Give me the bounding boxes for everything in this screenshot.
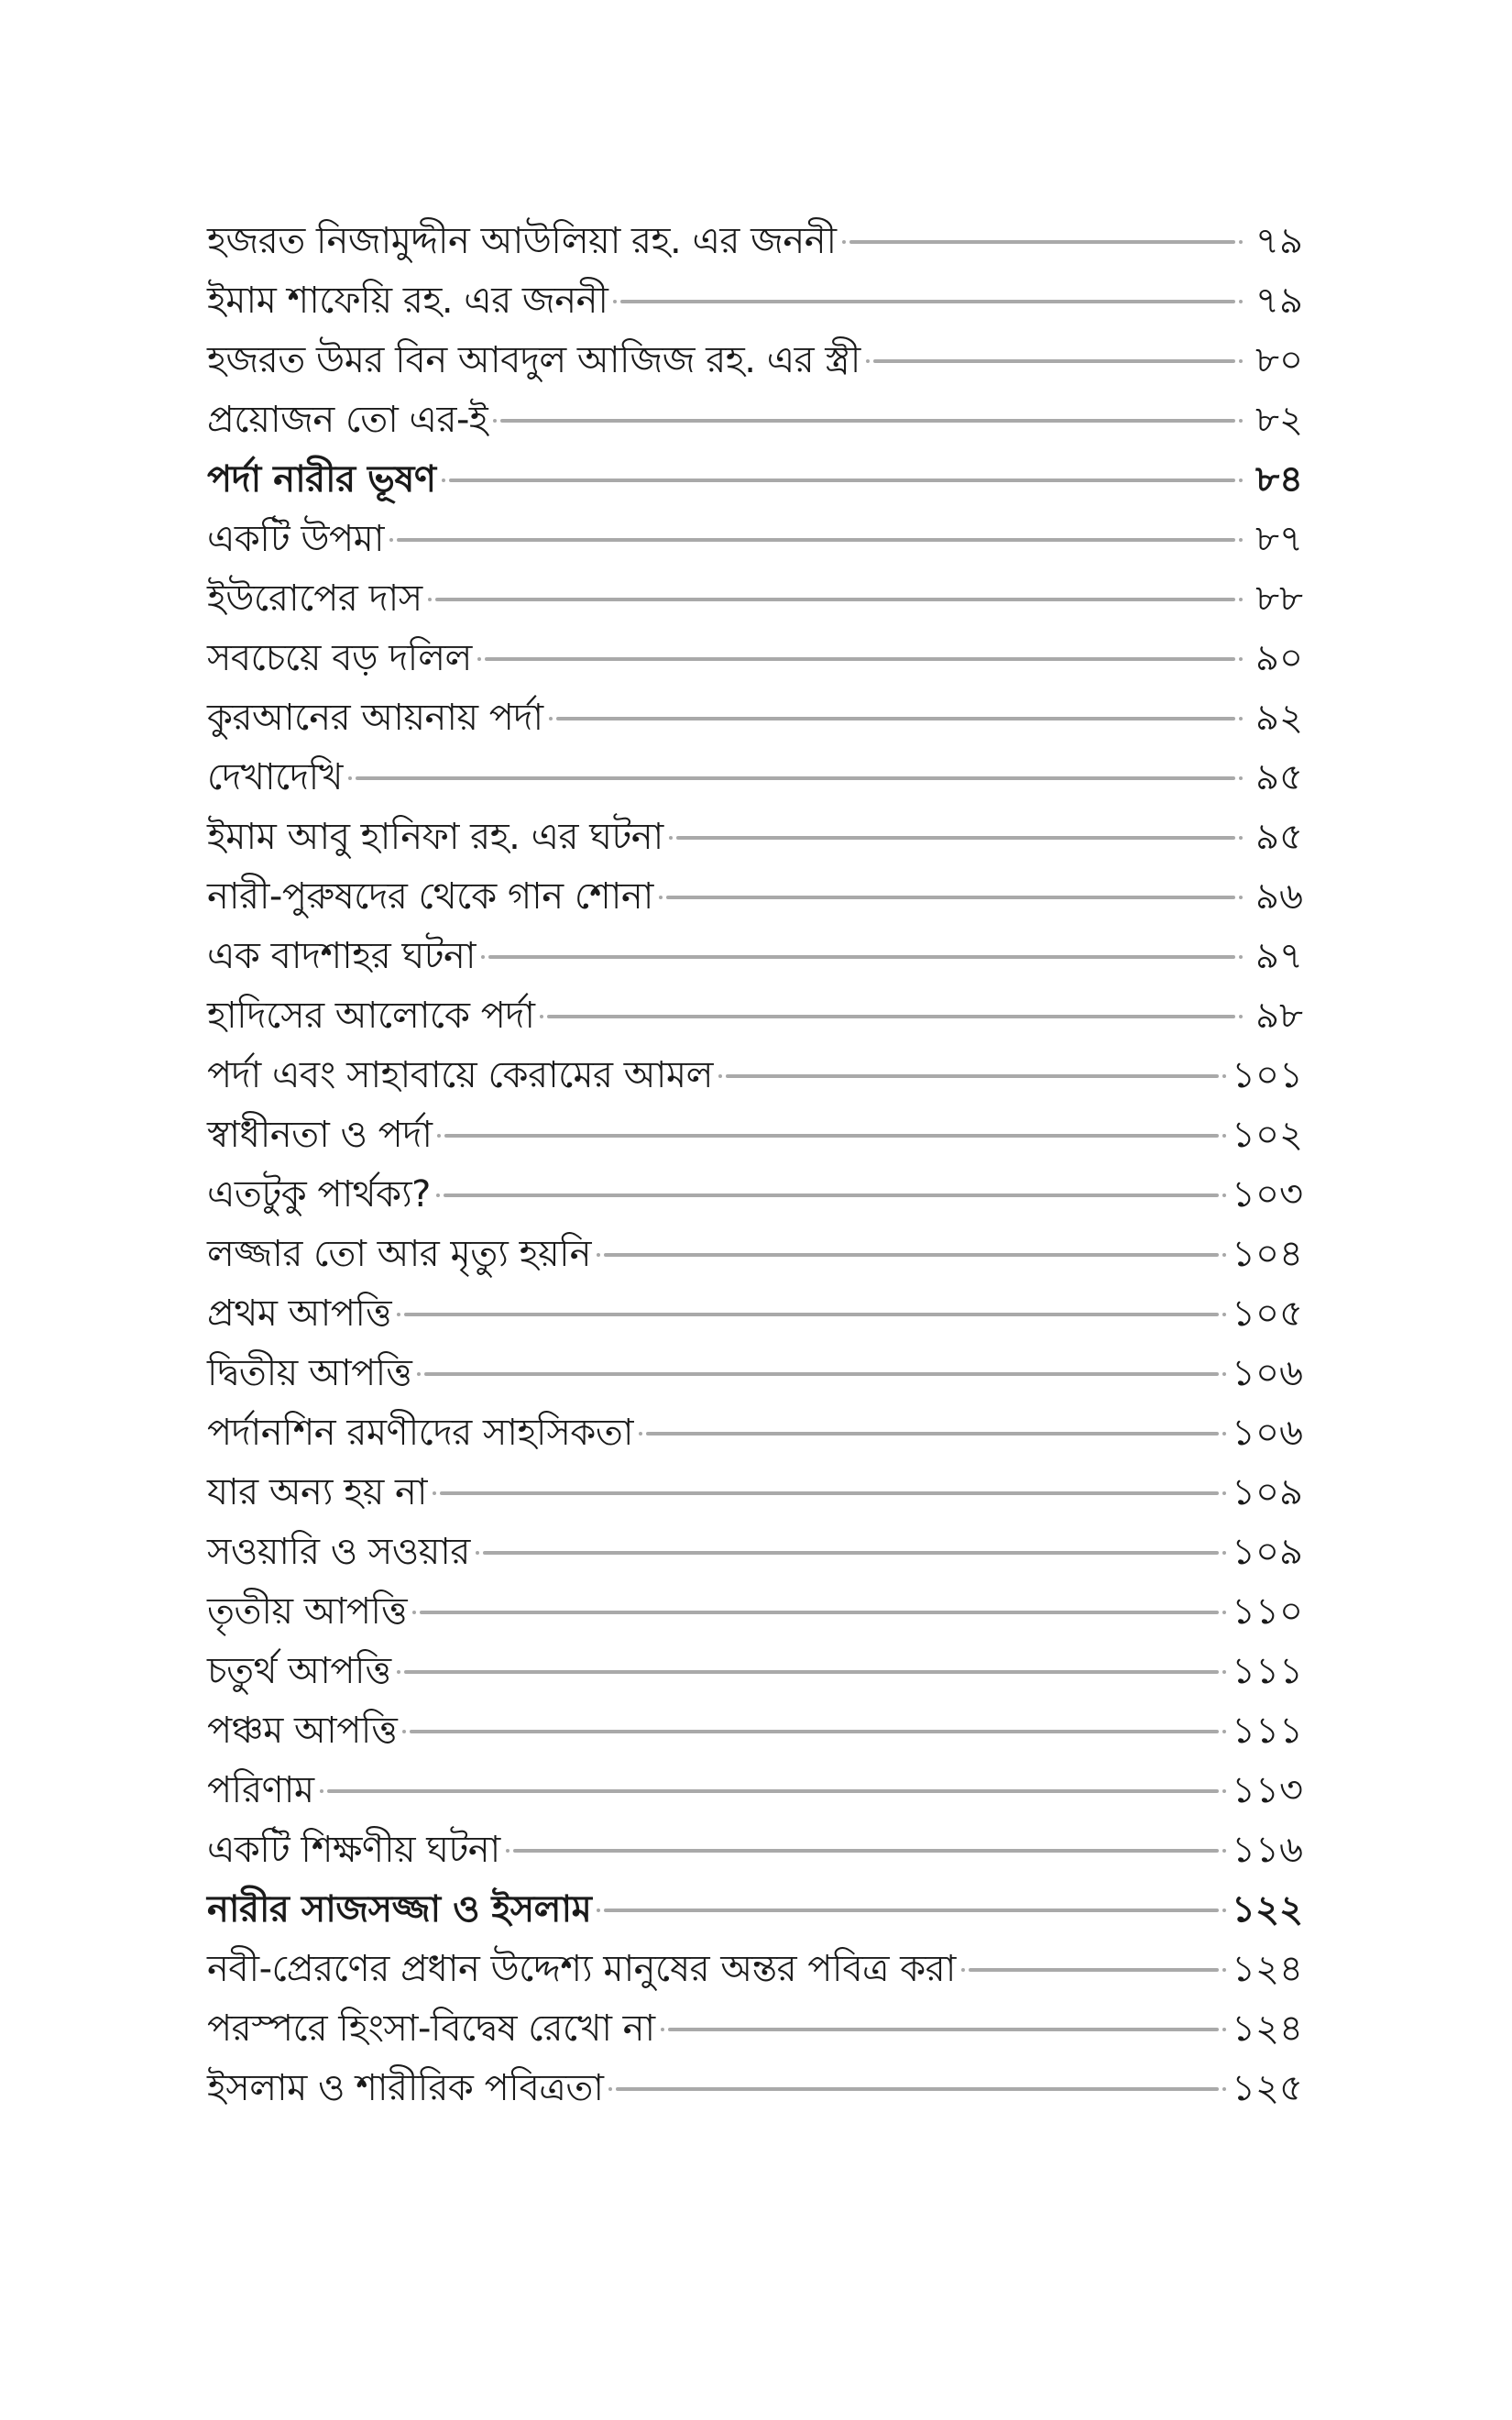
toc-entry-page-number: ৯৮ bbox=[1255, 995, 1303, 1037]
toc-entry-page-number: ১০২ bbox=[1232, 1114, 1303, 1156]
toc-entry[interactable] bbox=[207, 1761, 1303, 1820]
leader-rule bbox=[726, 1074, 1219, 1078]
leader-line bbox=[540, 1015, 1243, 1018]
toc-entry-title: দেখাদেখি bbox=[207, 756, 343, 798]
toc-entry-page-number: ১২২ bbox=[1232, 1888, 1303, 1930]
toc-entry-title: যার অন্য হয় না bbox=[207, 1471, 427, 1513]
leader-dot-start bbox=[549, 717, 553, 720]
toc-entry-title: একটি শিক্ষণীয় ঘটনা bbox=[207, 1829, 500, 1871]
leader-dot-end bbox=[1222, 1491, 1226, 1495]
leader-line bbox=[320, 1789, 1226, 1793]
toc-entry[interactable] bbox=[207, 331, 1303, 390]
toc-entry-page-number: ৯০ bbox=[1255, 637, 1303, 679]
leader-rule bbox=[404, 1670, 1220, 1674]
leader-dot-end bbox=[1222, 1551, 1226, 1555]
leader-rule bbox=[849, 240, 1235, 244]
leader-dot-end bbox=[1222, 2028, 1226, 2031]
leader-dot-start bbox=[661, 2028, 664, 2031]
leader-dot-start bbox=[320, 1789, 323, 1793]
leader-dot-start bbox=[639, 1432, 642, 1436]
leader-line bbox=[477, 657, 1243, 661]
leader-dot-end bbox=[1239, 359, 1243, 363]
leader-dot-end bbox=[1239, 419, 1243, 423]
leader-dot-end bbox=[1222, 1134, 1226, 1138]
toc-entry-page-number: ১১১ bbox=[1232, 1650, 1303, 1692]
leader-dot-start bbox=[428, 598, 432, 601]
toc-entry-title: ইমাম শাফেয়ি রহ. এর জননী bbox=[207, 280, 608, 322]
toc-entry[interactable] bbox=[207, 390, 1303, 450]
leader-dot-start bbox=[961, 1968, 965, 1972]
leader-line bbox=[442, 478, 1243, 482]
leader-rule bbox=[620, 300, 1235, 303]
leader-rule bbox=[449, 478, 1235, 482]
leader-line bbox=[433, 1491, 1226, 1495]
leader-rule bbox=[404, 1313, 1219, 1316]
toc-entry-page-number: ৮২ bbox=[1255, 399, 1303, 441]
leader-rule bbox=[873, 359, 1235, 363]
toc-entry-title: হজরত উমর বিন আবদুল আজিজ রহ. এর স্ত্রী bbox=[207, 339, 860, 381]
toc-entry-title: চতুর্থ আপত্তি bbox=[207, 1650, 391, 1692]
leader-rule bbox=[410, 1730, 1219, 1733]
toc-entry-title: লজ্জার তো আর মৃত্যু হয়নি bbox=[207, 1233, 591, 1275]
leader-line bbox=[397, 1313, 1226, 1316]
leader-dot-end bbox=[1222, 1194, 1226, 1197]
leader-rule bbox=[420, 1611, 1219, 1614]
leader-line bbox=[389, 538, 1243, 542]
leader-dot-start bbox=[477, 657, 481, 661]
leader-line bbox=[597, 1253, 1226, 1257]
toc-entry[interactable] bbox=[207, 1403, 1303, 1463]
leader-dot-start bbox=[506, 1849, 509, 1853]
toc-entry[interactable] bbox=[207, 569, 1303, 629]
toc-entry-page-number: ১০৬ bbox=[1232, 1412, 1303, 1454]
leader-dot-end bbox=[1239, 598, 1243, 601]
leader-dot-end bbox=[1222, 1372, 1226, 1376]
leader-dot-end bbox=[1239, 776, 1243, 780]
leader-dot-end bbox=[1222, 1313, 1226, 1316]
leader-rule bbox=[556, 717, 1235, 720]
toc-entry[interactable] bbox=[207, 986, 1303, 1046]
leader-dot-start bbox=[540, 1015, 543, 1018]
toc-entry-page-number: ৮৮ bbox=[1255, 578, 1303, 620]
leader-rule bbox=[969, 1968, 1219, 1972]
toc-entry[interactable] bbox=[207, 688, 1303, 748]
leader-dot-end bbox=[1239, 836, 1243, 840]
toc-entry[interactable] bbox=[207, 1284, 1303, 1344]
leader-dot-start bbox=[842, 240, 846, 244]
toc-entry-page-number: ১১০ bbox=[1232, 1590, 1303, 1633]
toc-entry[interactable] bbox=[207, 1523, 1303, 1582]
leader-dot-start bbox=[493, 419, 497, 423]
toc-entry-title: প্রয়োজন তো এর-ই bbox=[207, 399, 488, 441]
toc-entry-title: সওয়ারি ও সওয়ার bbox=[207, 1531, 470, 1573]
leader-dot-end bbox=[1239, 1015, 1243, 1018]
leader-rule bbox=[444, 1134, 1219, 1138]
leader-dot-end bbox=[1222, 1968, 1226, 1972]
toc-entry[interactable] bbox=[207, 927, 1303, 986]
leader-rule bbox=[444, 1194, 1219, 1197]
toc-entry-title: হজরত নিজামুদ্দীন আউলিয়া রহ. এর জননী bbox=[207, 220, 837, 262]
leader-dot-end bbox=[1222, 1432, 1226, 1436]
leader-rule bbox=[435, 598, 1235, 601]
leader-line bbox=[613, 300, 1243, 303]
table-of-contents bbox=[207, 212, 1303, 2118]
toc-entry-page-number: ৯২ bbox=[1255, 697, 1303, 739]
leader-line bbox=[481, 955, 1243, 959]
leader-line bbox=[348, 776, 1243, 780]
toc-entry-page-number: ১১৬ bbox=[1232, 1829, 1303, 1871]
leader-dot-end bbox=[1239, 955, 1243, 959]
leader-rule bbox=[483, 1551, 1219, 1555]
toc-entry[interactable] bbox=[207, 1046, 1303, 1106]
toc-entry-page-number: ১০৫ bbox=[1232, 1292, 1303, 1335]
toc-entry-title: নবী-প্রেরণের প্রধান উদ্দেশ্য মানুষের অন্তর পবিত্র করা bbox=[207, 1948, 956, 1990]
toc-entry[interactable] bbox=[207, 1880, 1303, 1940]
leader-rule bbox=[668, 2028, 1219, 2031]
leader-rule bbox=[604, 1253, 1219, 1257]
toc-entry-title: কুরআনের আয়নায় পর্দা bbox=[207, 697, 543, 739]
toc-entry-page-number: ৯৫ bbox=[1255, 816, 1303, 858]
toc-entry-page-number: ১২৪ bbox=[1232, 1948, 1303, 1990]
toc-entry-page-number: ৮৪ bbox=[1255, 458, 1303, 500]
leader-dot-start bbox=[597, 1253, 600, 1257]
toc-entry-title: দ্বিতীয় আপত্তি bbox=[207, 1352, 412, 1394]
leader-dot-start bbox=[613, 300, 617, 303]
leader-dot-start bbox=[597, 1908, 600, 1912]
leader-dot-start bbox=[348, 776, 352, 780]
leader-dot-start bbox=[437, 1134, 441, 1138]
toc-entry-title: ইসলাম ও শারীরিক পবিত্রতা bbox=[207, 2067, 604, 2109]
leader-dot-start bbox=[436, 1194, 440, 1197]
leader-dot-start bbox=[433, 1491, 436, 1495]
toc-entry-page-number: ১১১ bbox=[1232, 1710, 1303, 1752]
toc-entry-page-number: ১০৯ bbox=[1232, 1471, 1303, 1513]
toc-entry-title: পর্দা এবং সাহাবায়ে কেরামের আমল bbox=[207, 1054, 713, 1096]
toc-entry[interactable] bbox=[207, 1999, 1303, 2059]
leader-line bbox=[669, 836, 1243, 840]
toc-entry-title: সবচেয়ে বড় দলিল bbox=[207, 637, 472, 679]
leader-dot-end bbox=[1239, 538, 1243, 542]
toc-entry-title: একটি উপমা bbox=[207, 518, 384, 560]
toc-entry-title: স্বাধীনতা ও পর্দা bbox=[207, 1114, 433, 1156]
leader-rule bbox=[513, 1849, 1219, 1853]
toc-entry-title: নারী-পুরুষদের থেকে গান শোনা bbox=[207, 875, 653, 918]
toc-entry-title: প্রথম আপত্তি bbox=[207, 1292, 392, 1335]
leader-line bbox=[506, 1849, 1226, 1853]
toc-entry-title: এতটুকু পার্থক্য? bbox=[207, 1173, 431, 1216]
toc-entry[interactable] bbox=[207, 1463, 1303, 1523]
toc-entry[interactable] bbox=[207, 510, 1303, 569]
toc-entry[interactable] bbox=[207, 1225, 1303, 1284]
toc-entry-page-number: ৮৭ bbox=[1255, 518, 1303, 560]
leader-dot-end bbox=[1222, 1849, 1226, 1853]
leader-dot-start bbox=[412, 1611, 416, 1614]
leader-dot-end bbox=[1239, 240, 1243, 244]
leader-rule bbox=[488, 955, 1235, 959]
toc-entry-page-number: ৭৯ bbox=[1255, 280, 1303, 322]
leader-dot-end bbox=[1222, 1253, 1226, 1257]
leader-line bbox=[608, 2087, 1226, 2091]
toc-entry-page-number: ১০১ bbox=[1232, 1054, 1303, 1096]
leader-dot-end bbox=[1222, 1908, 1226, 1912]
toc-entry-title: ইমাম আবু হানিফা রহ. এর ঘটনা bbox=[207, 816, 663, 858]
toc-entry[interactable] bbox=[207, 748, 1303, 808]
toc-entry[interactable] bbox=[207, 1106, 1303, 1165]
leader-dot-start bbox=[397, 1313, 400, 1316]
toc-entry-page-number: ১০৪ bbox=[1232, 1233, 1303, 1275]
leader-dot-end bbox=[1222, 1730, 1226, 1733]
leader-rule bbox=[666, 896, 1235, 899]
toc-entry-page-number: ৯৬ bbox=[1255, 875, 1303, 918]
toc-entry-page-number: ৯৭ bbox=[1255, 935, 1303, 977]
toc-entry-page-number: ১১৩ bbox=[1232, 1769, 1303, 1811]
leader-line bbox=[397, 1670, 1227, 1674]
toc-entry-title: পরস্পরে হিংসা-বিদ্বেষ রেখো না bbox=[207, 2008, 655, 2050]
toc-entry[interactable] bbox=[207, 1165, 1303, 1225]
toc-entry-page-number: ১০৬ bbox=[1232, 1352, 1303, 1394]
leader-dot-start bbox=[866, 359, 870, 363]
leader-dot-start bbox=[608, 2087, 612, 2091]
toc-entry-page-number: ১০৯ bbox=[1232, 1531, 1303, 1573]
toc-entry-title: পর্দা নারীর ভূষণ bbox=[207, 458, 436, 500]
leader-dot-start bbox=[476, 1551, 479, 1555]
leader-dot-end bbox=[1222, 2087, 1226, 2091]
leader-dot-start bbox=[669, 836, 673, 840]
leader-line bbox=[412, 1611, 1226, 1614]
toc-entry-title: নারীর সাজসজ্জা ও ইসলাম bbox=[207, 1888, 592, 1930]
leader-dot-start bbox=[442, 478, 445, 482]
leader-rule bbox=[646, 1432, 1219, 1436]
leader-dot-end bbox=[1239, 478, 1243, 482]
leader-dot-end bbox=[1239, 300, 1243, 303]
leader-dot-start bbox=[389, 538, 393, 542]
toc-entry[interactable] bbox=[207, 1344, 1303, 1403]
leader-dot-end bbox=[1222, 1789, 1226, 1793]
leader-line bbox=[436, 1194, 1226, 1197]
leader-line bbox=[842, 240, 1243, 244]
toc-entry-title: পরিণাম bbox=[207, 1769, 314, 1811]
leader-dot-start bbox=[659, 896, 663, 899]
leader-line bbox=[493, 419, 1243, 423]
toc-entry[interactable] bbox=[207, 629, 1303, 688]
leader-line bbox=[476, 1551, 1226, 1555]
toc-entry-title: ইউরোপের দাস bbox=[207, 578, 422, 620]
toc-entry-page-number: ৯৫ bbox=[1255, 756, 1303, 798]
leader-dot-start bbox=[718, 1074, 722, 1078]
toc-entry[interactable] bbox=[207, 867, 1303, 927]
toc-entry[interactable] bbox=[207, 450, 1303, 510]
leader-rule bbox=[547, 1015, 1235, 1018]
leader-line bbox=[417, 1372, 1226, 1376]
leader-rule bbox=[676, 836, 1235, 840]
toc-entry[interactable] bbox=[207, 271, 1303, 331]
leader-line bbox=[402, 1730, 1226, 1733]
toc-entry-page-number: ৭৯ bbox=[1255, 220, 1303, 262]
toc-entry[interactable] bbox=[207, 1582, 1303, 1642]
leader-line bbox=[661, 2028, 1226, 2031]
toc-entry[interactable] bbox=[207, 1642, 1303, 1701]
leader-line bbox=[866, 359, 1243, 363]
leader-line bbox=[428, 598, 1243, 601]
leader-dot-end bbox=[1239, 896, 1243, 899]
leader-dot-start bbox=[397, 1670, 400, 1674]
leader-dot-start bbox=[481, 955, 485, 959]
leader-dot-end bbox=[1239, 717, 1243, 720]
leader-rule bbox=[500, 419, 1235, 423]
toc-entry-page-number: ১২৫ bbox=[1232, 2067, 1303, 2109]
toc-entry-title: পর্দানশিন রমণীদের সাহসিকতা bbox=[207, 1412, 633, 1454]
leader-rule bbox=[440, 1491, 1219, 1495]
leader-line bbox=[639, 1432, 1226, 1436]
toc-entry[interactable] bbox=[207, 1701, 1303, 1761]
leader-rule bbox=[397, 538, 1235, 542]
leader-rule bbox=[616, 2087, 1219, 2091]
leader-line bbox=[437, 1134, 1226, 1138]
leader-dot-start bbox=[402, 1730, 406, 1733]
toc-entry-title: পঞ্চম আপত্তি bbox=[207, 1710, 398, 1752]
leader-rule bbox=[485, 657, 1235, 661]
leader-rule bbox=[356, 776, 1235, 780]
leader-rule bbox=[604, 1908, 1219, 1912]
leader-dot-end bbox=[1239, 657, 1243, 661]
leader-rule bbox=[424, 1372, 1219, 1376]
toc-entry-page-number: ১০৩ bbox=[1232, 1173, 1303, 1216]
leader-dot-end bbox=[1222, 1670, 1226, 1674]
leader-line bbox=[659, 896, 1243, 899]
toc-entry[interactable] bbox=[207, 1820, 1303, 1880]
toc-entry-page-number: ১২৪ bbox=[1232, 2008, 1303, 2050]
toc-entry[interactable] bbox=[207, 212, 1303, 271]
leader-rule bbox=[327, 1789, 1219, 1793]
leader-line bbox=[718, 1074, 1226, 1078]
leader-dot-end bbox=[1222, 1074, 1226, 1078]
toc-entry-page-number: ৮০ bbox=[1255, 339, 1303, 381]
toc-entry-title: এক বাদশাহর ঘটনা bbox=[207, 935, 476, 977]
toc-entry-title: তৃতীয় আপত্তি bbox=[207, 1590, 408, 1633]
leader-dot-end bbox=[1222, 1611, 1226, 1614]
leader-dot-start bbox=[417, 1372, 421, 1376]
leader-line bbox=[961, 1968, 1226, 1972]
leader-line bbox=[597, 1908, 1226, 1912]
toc-entry[interactable] bbox=[207, 808, 1303, 867]
leader-line bbox=[549, 717, 1243, 720]
toc-entry[interactable] bbox=[207, 2059, 1303, 2118]
toc-entry[interactable] bbox=[207, 1940, 1303, 1999]
toc-entry-title: হাদিসের আলোকে পর্দা bbox=[207, 995, 535, 1037]
